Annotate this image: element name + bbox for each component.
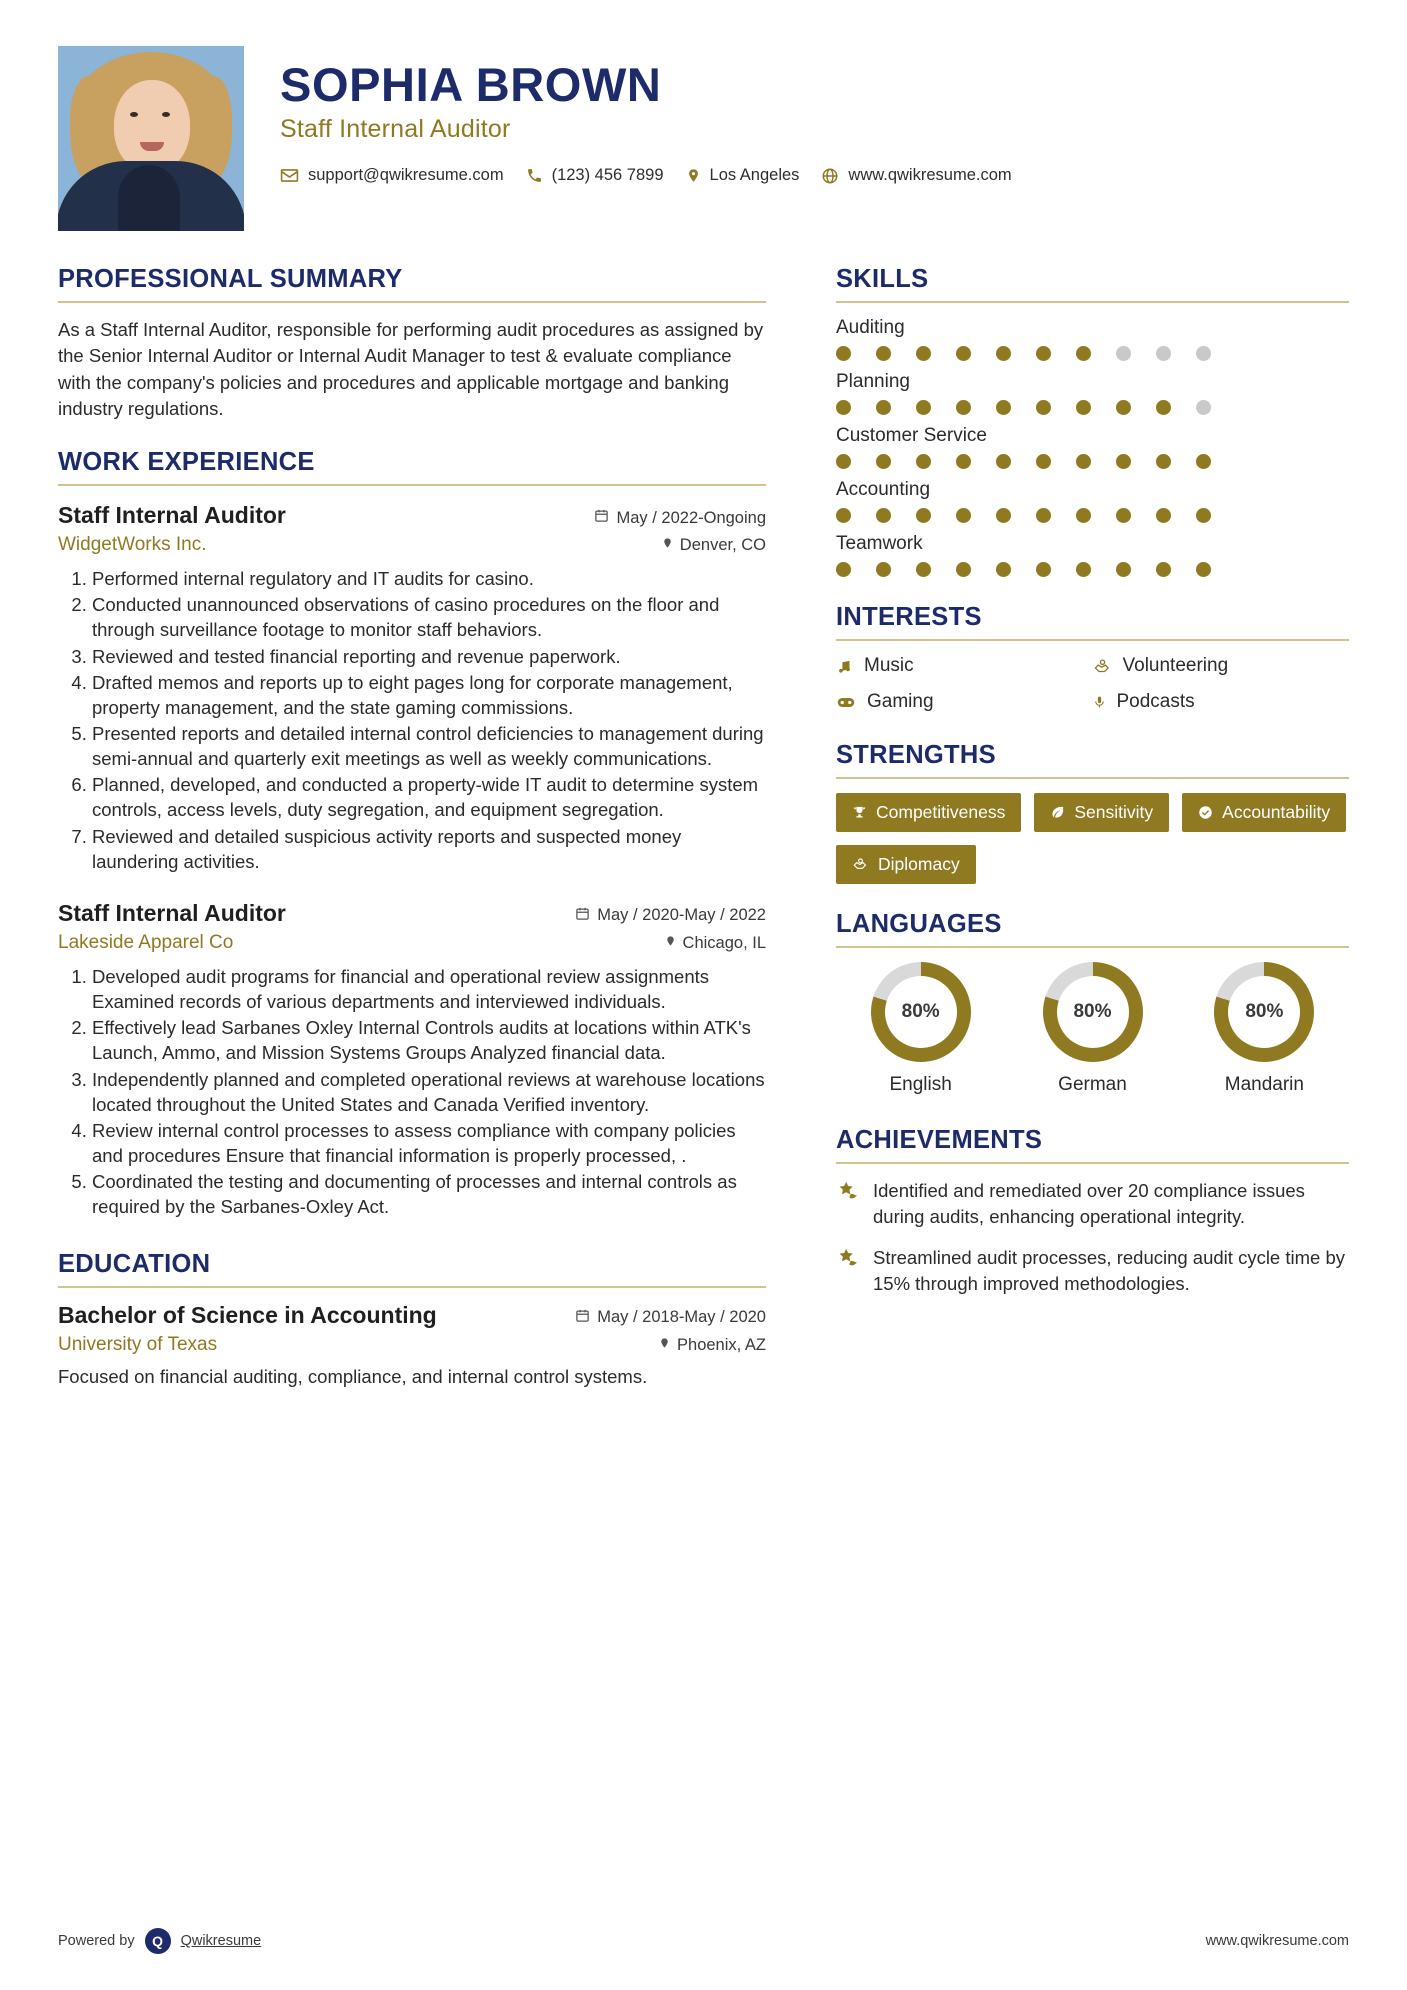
language-label: English	[889, 1074, 952, 1095]
list-item: 7. Reviewed and detailed suspicious activity reports and suspected money laundering activities.	[92, 824, 766, 874]
section-title-skills: SKILLS	[836, 265, 929, 293]
calendar-icon	[594, 508, 609, 528]
contact-website-text: www.qwikresume.com	[848, 166, 1012, 185]
contact-phone[interactable]	[526, 166, 664, 185]
section-interests	[836, 603, 1349, 727]
job-company: Lakeside Apparel Co	[58, 931, 234, 953]
language-percent: 80%	[1057, 976, 1129, 1048]
skill-label: Customer Service	[836, 425, 987, 446]
volunteering-hands-icon	[1093, 658, 1112, 675]
list-item: 2. Conducted unannounced observations of casino procedures on the floor and through surveillance footage to monitor staff behaviors.	[92, 592, 766, 642]
right-column	[808, 265, 1349, 1389]
handshake-icon	[852, 857, 869, 872]
achievement-item	[836, 1245, 1349, 1296]
strength-badge	[836, 793, 1021, 832]
skill-label: Accounting	[836, 479, 931, 500]
section-title-achievements: ACHIEVEMENTS	[836, 1126, 1043, 1154]
gamepad-icon	[836, 695, 856, 710]
job-dates-text: May / 2020-May / 2022	[597, 906, 766, 925]
section-work-experience	[58, 448, 766, 1219]
language-item	[1180, 962, 1349, 1096]
education-entry	[58, 1302, 766, 1390]
job-dates	[575, 906, 766, 926]
interest-label: Gaming	[867, 691, 934, 712]
section-title-strengths: STRENGTHS	[836, 741, 996, 769]
education-description: Focused on financial auditing, compliance, and internal control systems.	[58, 1365, 648, 1387]
skill-item	[836, 317, 1349, 361]
interest-label: Podcasts	[1116, 691, 1195, 712]
section-title-work: WORK EXPERIENCE	[58, 448, 315, 477]
avatar	[58, 46, 244, 231]
interest-label: Music	[864, 655, 914, 676]
job-location	[662, 536, 766, 555]
language-item	[1008, 962, 1177, 1096]
school-name: University of Texas	[58, 1333, 218, 1355]
list-item: 1. Performed internal regulatory and IT audits for casino.	[92, 566, 766, 591]
leaf-icon	[1050, 805, 1065, 820]
list-item: 5. Presented reports and detailed internal control deficiencies to management during semi-annual and quarterly exit meetings as well as weekly communications.	[92, 721, 766, 771]
strengths-list	[836, 793, 1349, 884]
resume-body	[58, 265, 1349, 1389]
job-location-text: Denver, CO	[679, 536, 766, 555]
job-role-subtitle: Staff Internal Auditor	[280, 115, 511, 144]
microphone-icon	[1093, 693, 1106, 711]
powered-by-label: Powered by	[58, 1933, 135, 1949]
resume-header	[58, 46, 1349, 231]
divider	[58, 1286, 766, 1288]
job-location	[665, 934, 766, 953]
language-label: Mandarin	[1224, 1074, 1304, 1095]
list-item: 3. Reviewed and tested financial reporting and revenue paperwork.	[92, 644, 766, 669]
skill-item	[836, 533, 1349, 577]
header-text-block	[244, 46, 1349, 185]
job-dates-text: May / 2022-Ongoing	[616, 508, 766, 527]
contact-phone-text: (123) 456 7899	[551, 166, 664, 185]
language-progress-ring	[871, 962, 971, 1062]
qwikresume-logo-icon: Q	[145, 1928, 171, 1954]
section-education	[58, 1250, 766, 1390]
list-item: 3. Independently planned and completed operational reviews at warehouse locations located throughout the United States and Canada Verified inventory.	[92, 1067, 766, 1117]
interest-item	[836, 691, 1093, 713]
location-pin-icon	[686, 166, 701, 185]
strength-badge	[836, 845, 976, 884]
powered-by-block	[58, 1928, 261, 1954]
job-company: WidgetWorks Inc.	[58, 534, 207, 556]
skill-item	[836, 371, 1349, 415]
envelope-icon	[280, 166, 299, 185]
strength-badge	[1182, 793, 1346, 832]
contact-email[interactable]	[280, 166, 504, 185]
strength-label: Diplomacy	[878, 854, 960, 874]
list-item: 2. Effectively lead Sarbanes Oxley Internal Controls audits at locations within ATK's Launch, Ammo, and Mission Systems Groups Analyzed financial data.	[92, 1015, 766, 1065]
work-entry	[58, 502, 766, 874]
education-dates-text: May / 2018-May / 2020	[597, 1308, 766, 1326]
skill-rating	[836, 562, 1349, 577]
star-badge-icon	[836, 1245, 860, 1296]
contact-email-text: support@qwikresume.com	[308, 166, 504, 185]
footer-website[interactable]: www.qwikresume.com	[1205, 1933, 1349, 1949]
left-column	[58, 265, 808, 1389]
check-circle-icon	[1198, 805, 1213, 820]
achievement-text: Streamlined audit processes, reducing audit cycle time by 15% through improved methodologies.	[873, 1247, 1345, 1294]
education-location-text: Phoenix, AZ	[677, 1335, 766, 1354]
skill-rating	[836, 454, 1349, 469]
achievement-item	[836, 1178, 1349, 1229]
divider	[58, 301, 766, 303]
skill-item	[836, 479, 1349, 523]
skill-label: Auditing	[836, 317, 905, 338]
job-dates	[594, 508, 766, 528]
divider	[836, 777, 1349, 779]
languages-list	[836, 962, 1349, 1096]
strength-label: Competitiveness	[876, 802, 1006, 822]
section-languages	[836, 910, 1349, 1096]
calendar-icon	[575, 906, 590, 926]
location-pin-icon	[659, 1336, 670, 1355]
contact-row	[280, 166, 1349, 185]
contact-website[interactable]	[821, 166, 1011, 185]
divider	[836, 639, 1349, 641]
list-item: 4. Review internal control processes to assess compliance with company policies and procedures Ensure that financial information is properly processed, .	[92, 1118, 766, 1168]
section-strengths	[836, 741, 1349, 884]
location-pin-icon	[665, 934, 676, 953]
phone-icon	[526, 167, 543, 184]
achievement-text: Identified and remediated over 20 compliance issues during audits, enhancing operational integrity.	[873, 1180, 1305, 1227]
education-location	[659, 1336, 766, 1355]
skill-rating	[836, 508, 1349, 523]
section-title-languages: LANGUAGES	[836, 910, 1002, 938]
work-entry	[58, 900, 766, 1220]
interest-item	[1093, 691, 1350, 713]
page-title: SOPHIA BROWN	[280, 58, 662, 111]
page-footer	[58, 1928, 1349, 1954]
section-skills	[836, 265, 1349, 577]
music-note-icon	[836, 658, 853, 675]
interest-label: Volunteering	[1122, 655, 1229, 676]
divider	[58, 484, 766, 486]
interests-grid	[836, 655, 1349, 727]
degree-title: Bachelor of Science in Accounting	[58, 1301, 437, 1328]
divider	[836, 301, 1349, 303]
list-item: 5. Coordinated the testing and documenting of processes and internal controls as required by the Sarbanes-Oxley Act.	[92, 1169, 766, 1219]
star-badge-icon	[836, 1178, 860, 1229]
globe-icon	[821, 167, 839, 185]
skill-label: Planning	[836, 371, 910, 392]
strength-badge	[1034, 793, 1169, 832]
strength-label: Accountability	[1222, 802, 1331, 822]
summary-text: As a Staff Internal Auditor, responsible for performing audit procedures as assigned by the Senior Internal Auditor or Internal Audit Manager to test & evaluate compliance with the company's policies and procedures and applicable mortgage and banking industry regulations.	[58, 319, 764, 419]
skill-item	[836, 425, 1349, 469]
education-dates	[575, 1308, 766, 1328]
language-percent: 80%	[1228, 976, 1300, 1048]
trophy-icon	[852, 805, 867, 820]
calendar-icon	[575, 1308, 590, 1328]
strength-label: Sensitivity	[1074, 802, 1154, 822]
section-title-interests: INTERESTS	[836, 603, 982, 631]
section-title-education: EDUCATION	[58, 1249, 211, 1278]
qwikresume-link[interactable]: Qwikresume	[180, 1933, 262, 1949]
divider	[836, 1162, 1349, 1164]
contact-location	[686, 166, 800, 185]
list-item: 1. Developed audit programs for financial and operational review assignments Examined records of various departments and interviewed individuals.	[92, 964, 766, 1014]
language-percent: 80%	[885, 976, 957, 1048]
job-title: Staff Internal Auditor	[58, 502, 286, 529]
location-pin-icon	[662, 536, 673, 555]
contact-location-text: Los Angeles	[709, 166, 800, 185]
language-item	[836, 962, 1005, 1096]
job-location-text: Chicago, IL	[682, 933, 766, 952]
section-achievements	[836, 1126, 1349, 1296]
job-duties-list	[58, 566, 766, 874]
skill-label: Teamwork	[836, 533, 923, 554]
list-item: 6. Planned, developed, and conducted a property-wide IT audit to determine system controls, access levels, duty segregation, and equipment segregation.	[92, 772, 766, 822]
job-duties-list	[58, 964, 766, 1220]
skill-rating	[836, 400, 1349, 415]
job-title: Staff Internal Auditor	[58, 899, 286, 926]
section-professional-summary	[58, 265, 766, 422]
section-title-summary: PROFESSIONAL SUMMARY	[58, 265, 403, 293]
language-label: German	[1058, 1074, 1127, 1095]
interest-item	[1093, 655, 1350, 677]
skill-rating	[836, 346, 1349, 361]
divider	[836, 946, 1349, 948]
language-progress-ring	[1043, 962, 1143, 1062]
language-progress-ring	[1214, 962, 1314, 1062]
interest-item	[836, 655, 1093, 677]
list-item: 4. Drafted memos and reports up to eight pages long for corporate management, property management, and the state gaming commissions.	[92, 670, 766, 720]
